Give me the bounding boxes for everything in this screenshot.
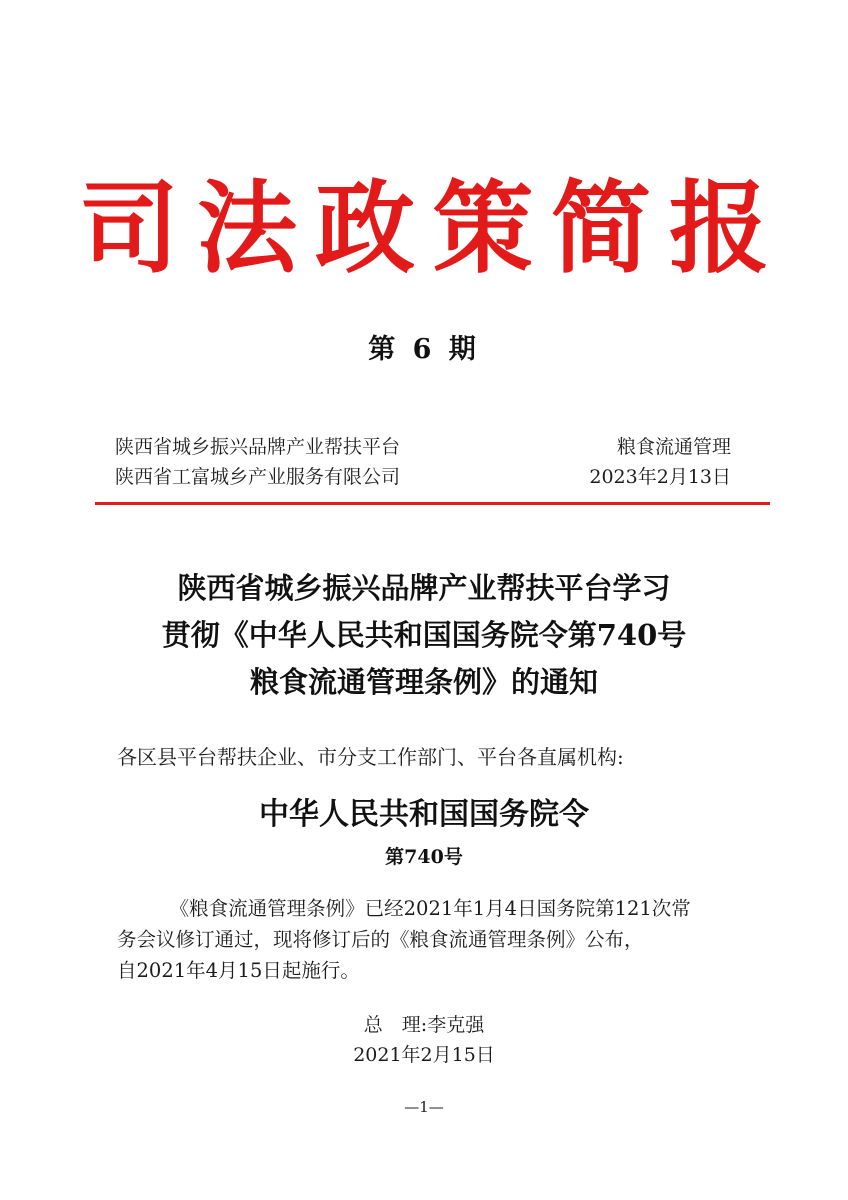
addressee: 各区县平台帮扶企业、市分支工作部门、平台各直属机构:	[117, 745, 624, 769]
signature-block	[0, 1010, 848, 1070]
body-line: 《粮食流通管理条例》已经2021年1月4日国务院第121次常	[169, 897, 691, 920]
issuer-line: 陕西省工富城乡产业服务有限公司	[115, 466, 401, 488]
notice-title	[0, 565, 848, 706]
notice-title-line: 贯彻《中华人民共和国国务院令第740号	[161, 618, 687, 652]
page-number: —1—	[404, 1098, 444, 1116]
signatory: 总 理:李克强	[363, 1014, 485, 1036]
decree-title: 中华人民共和国国务院令	[259, 797, 589, 832]
decree-number: 第740号	[385, 846, 463, 868]
body-line: 自2021年4月15日起施行。	[117, 959, 360, 982]
header-divider	[95, 502, 770, 505]
issue-number: 第 6 期	[368, 334, 480, 365]
sign-date: 2021年2月15日	[353, 1044, 495, 1066]
masthead-title: 司法政策简报	[79, 169, 787, 287]
topic-label: 粮食流通管理	[616, 436, 731, 458]
decree-body	[117, 893, 747, 986]
issuer-block	[115, 432, 400, 492]
issuer-line: 陕西省城乡振兴品牌产业帮扶平台	[115, 436, 401, 458]
notice-title-line: 陕西省城乡振兴品牌产业帮扶平台学习	[177, 571, 671, 605]
topic-date-block	[589, 432, 731, 492]
publish-date: 2023年2月13日	[589, 466, 731, 488]
body-line: 务会议修订通过，现将修订后的《粮食流通管理条例》公布，	[117, 928, 644, 951]
notice-title-line: 粮食流通管理条例》的通知	[249, 665, 598, 699]
